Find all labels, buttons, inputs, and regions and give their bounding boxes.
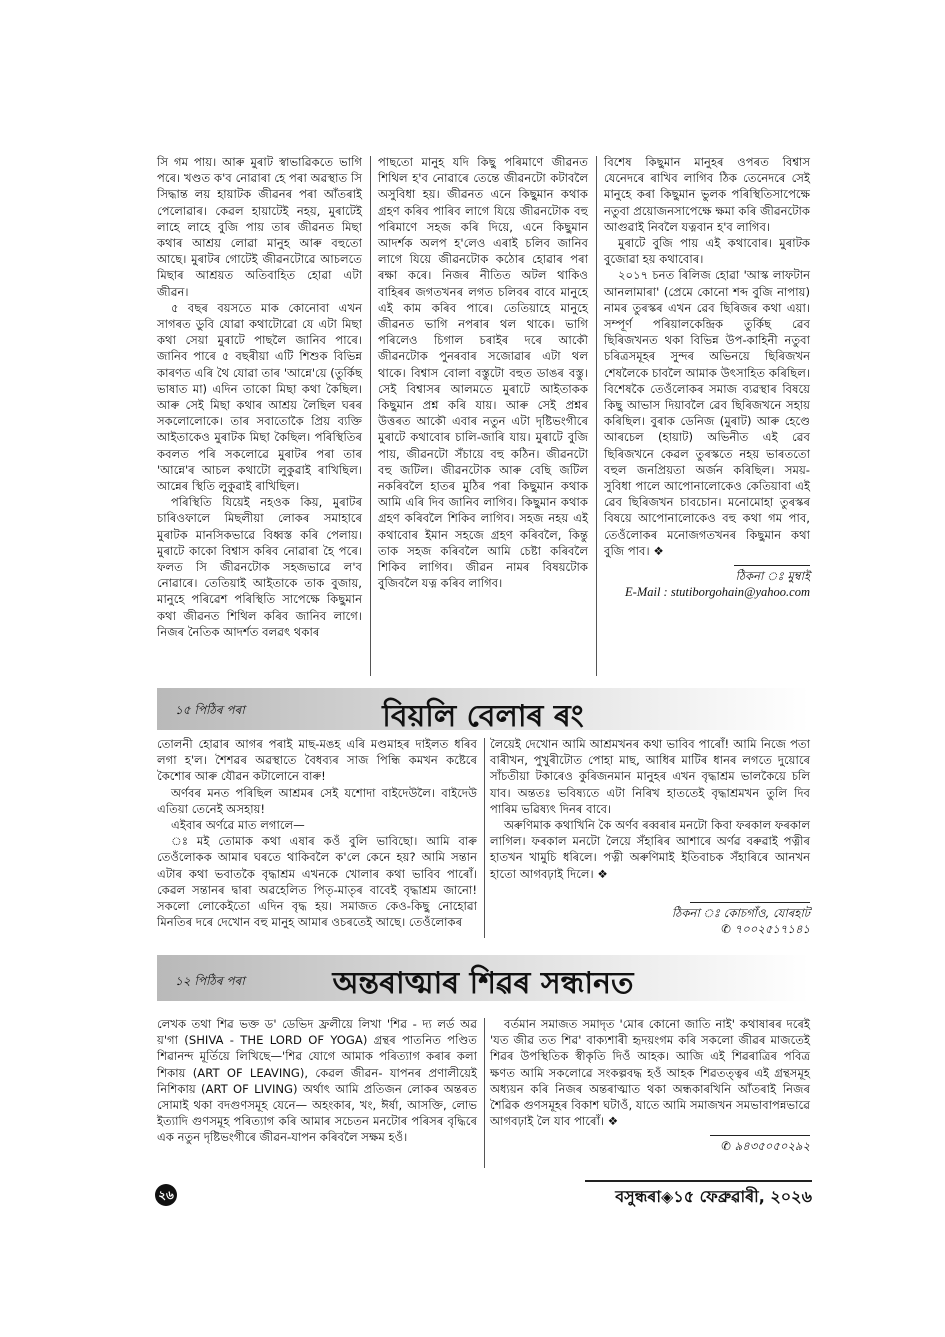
article1-column-1 (157, 154, 362, 640)
paragraph: পৰিস্থিতি যিয়েই নহওক কিয়, মুৰাটৰ চাৰিওফালে মিছলীয়া লোকৰ সমাহাৰে মুৰাটক মানসিকভাৱে বিধ্বস্ত কৰি পেলায়। মুৰাটে কাকো বিশ্বাস কৰিব নোৱাৰা হৈ পৰে। ফলত সি জীৱনটোক সহজভাৱে ল'ব নোৱাৰে। তেতিয়াই আইতাকে তাক বুজায়, মানুহে পৰিৱেশ পৰিস্থিতি সাপেক্ষে কিছুমান কথা জীৱনত শিথিল কৰিব জানিব লাগে। নিজৰ নৈতিক আদৰ্শত বলৱৎ থকাৰ (157, 495, 362, 639)
paragraph: পাছতো মানুহ যদি কিছু পৰিমাণে জীৱনত শিথিল হ'ব নোৱাৰে তেন্তে জীৱনটো কটাবলৈ অসুবিধা হয়। জীৱনত এনে কিছুমান কথাক গ্ৰহণ কৰিব পাৰিব লাগে যিয়ে জীৱনটোক বহু পৰিমাণে সহজ কৰি দিয়ে, এনে কিছুমান আদৰ্শক অলপ হ'লেও এৰাই চলিব জানিব লাগে যিয়ে জীৱনটোক কঠোৰ হোৱাৰ পৰা ৰক্ষা কৰে। নিজৰ নীতিত অটল থাকিও বাহিৰৰ জগতখনৰ লগত চলিবৰ বাবে মানুহে এই কাম কৰিব পাৰে। তেতিয়াহে মানুহে জীৱনত ভাগি নপৰাৰ থল থাকে। ভাগি পৰিলেও চিগাল চৰাইৰ দৰে আকৌ জীৱনটোক পুনৰবাৰ সজোৱাৰ এটা থল থাকে। বিশ্বাস বোলা বস্তুটো বহুত ডাঙৰ বস্তু। সেই বিশ্বাসৰ আলমতে মুৰাটে আইতাকক কিছুমান প্ৰশ্ন কৰি যায়। আৰু সেই প্ৰশ্নৰ উত্তৰত আকৌ এবাৰ নতুন এটা দৃষ্টিভংগীৰে মুৰাটে কথাবোৰ চালি-জাৰি যায়। মুৰাটে বুজি পায়, জীৱনটো সঁচায়ে বহু কঠিন। জীৱনটো বহু জটিল। জীৱনটোক আৰু বেছি জটিল নকৰিবলৈ হাতৰ মুঠিৰ পৰা কিছুমান কথাক আমি এৰি দিব জানিব লাগিব। কিছুমান কথাক গ্ৰহণ কৰিবলৈ শিকিব লাগিব। সহজ নহয় এই কথাবোৰ ইমান সহজে গ্ৰহণ কৰিবলৈ, কিন্তু তাক সহজ কৰিবলৈ আমি চেষ্টা কৰিবলৈ শিকিব লাগিব। জীৱন নামৰ বিষয়টোক বুজিবলৈ যত্ন কৰিব লাগিব। (378, 155, 588, 591)
paragraph: লৈয়েই দেখোন আমি আশ্ৰমখনৰ কথা ভাবিব পাৰোঁ! আমি নিজে পতা বাৰীখন, পুখুৰীটোত পোহা মাছ, আধিৰ মাটিৰ ধানৰ লগতে দুয়োৰে সাঁচতীয়া টকাৰেও কুৰিজনমান মানুহৰ এখন বৃদ্ধাশ্ৰম ভালকৈয়ে চলি যাব। অন্ততঃ ভবিষ্যতে এটা নিৰিখ হাততেই বৃদ্ধাশ্ৰমখন তুলি দিব পাৰিম ভৱিষ্যৎ দিনৰ বাবে। (490, 737, 810, 816)
paragraph: ঃ মই তোমাক কথা এষাৰ কওঁ বুলি ভাবিছো। আমি বাৰু তেওঁলোকক আমাৰ ঘৰতে থাকিবলৈ ক'লে কেনে হয়? আমি সন্তান এটাৰ কথা ভবাতকৈ বৃদ্ধাশ্ৰম এখনকে খোলাৰ কথা ভাবিব পাৰোঁ। কেৱল সন্তানৰ দ্বাৰা অৱহেলিত পিতৃ-মাতৃৰ বাবেই বৃদ্ধাশ্ৰম জানো! সকলো লোকেইতো এদিন বৃদ্ধ হয়। সমাজত কেও-কিছু নোহোৱা মিনতিৰ দৰে দেখোন বহু মানুহ আমাৰ ওচৰতেই আছে। তেওঁলোকৰ (157, 834, 477, 930)
signature-rule (710, 1135, 810, 1136)
footer-masthead (580, 1184, 812, 1211)
article2-column-1 (157, 736, 477, 930)
continued-from-label: ১২ পিঠিৰ পৰা (175, 974, 245, 988)
article3-column-1 (157, 1016, 477, 1146)
paragraph: তোলনী হোৱাৰ আগৰ পৰাই মাছ-মঙহ এৰি মণ্ডমাহৰ দাইলত ধৰিব লগা হ'ল। শৈশৱৰ অৱস্থাতে বৈধব্যৰ সাজ পিন্ধি কমখন কষ্টেৰে কৈশোৰ আৰু যৌৱন কটালোনে বাৰু! (157, 737, 477, 784)
article2-column-2 (490, 736, 810, 937)
signature-rule (734, 565, 810, 566)
author-phone: ✆ ৭০০২৫১৭১৪১ (721, 922, 810, 937)
paragraph: লেখক তথা শিৱ ভক্ত ড' ডেভিদ ফ্ৰলীয়ে লিখা 'শিৱ - দ্য লৰ্ড অৱ য়'গা (SHIVA - THE LORD OF YOGA) গ্ৰন্থৰ পাতনিত পণ্ডিত শিৱানন্দ মূৰ্তিয়ে লিখিছে—'শিৱ যোগে আমাক পৰিত্যাগ কৰাৰ কলা শিকায় (ART OF LEAVING), কেৱল জীৱন- যাপনৰ প্ৰণালীয়েই নিশিকায় (ART OF LIVING) অৰ্থাৎ আমি প্ৰতিজন লোকৰ অন্তৰত সোমাই থকা বদগুণসমূহ যেনে— অহংকাৰ, খং, ঈৰ্ষা, আসক্তি, লোভ ইত্যাদি গুণসমূহ পৰিত্যাগ কৰি আমাৰ সচেতন মনটোৰ পৰিসৰ বৃদ্ধিৰে এক নতুন দৃষ্টিভংগীৰে জীৱন-যাপন কৰিবলৈ সক্ষম হওঁ। (157, 1017, 477, 1145)
issue-date: ১৫ ফেব্ৰুৱাৰী, ২০২৬ (673, 1187, 812, 1206)
article3-title: অন্তৰাত্মাৰ শিৱৰ সন্ধানত (332, 966, 634, 1001)
author-address: ঠিকনা ঃ মুম্বাই (735, 569, 810, 584)
continued-from-label: ১৫ পিঠিৰ পৰা (175, 703, 245, 717)
column-divider (484, 1018, 485, 1168)
page-number: ২৬ (155, 1184, 177, 1206)
article3-title-banner (157, 955, 809, 1001)
article1-column-3 (604, 154, 810, 600)
separator-ornament: ◈ (661, 1187, 674, 1206)
article1-column-2 (378, 154, 588, 591)
column-divider (596, 156, 597, 676)
signature-rule (690, 902, 810, 903)
paragraph: ৫ বছৰ বয়সতে মাক কোনোবা এখন সাগৰত ডুবি যোৱা কথাটোৱো যে এটা মিছা কথা সেয়া মুৰাটে পাছলৈ জানিব পাৰে। জানিব পাৰে ৫ বছৰীয়া এটি শিশুক বিভিন্ন কাৰণত এৰি থৈ যোৱা তাৰ 'আন্নে'য়ে (তুৰ্কিছ ভাষাত মা) এদিন তাকো মিছা কথা কৈছিল। আৰু সেই মিছা কথাৰ আশ্ৰয় লৈছিল ঘৰৰ সকলোলোকে। তাৰ সবাতোকৈ প্ৰিয় ব্যক্তি আইতাকেও মুৰাটক মিছা কৈছিল। পৰিস্থিতিৰ কবলত পৰি সকলোৱে মুৰাটৰ পৰা তাৰ 'আন্নে'ৰ আচল কথাটো লুকুৱাই ৰাখিছিল। আন্নেৰ স্থিতি লুকুৱাই ৰাখিছিল। (157, 300, 362, 494)
paragraph: বিশেষ কিছুমান মানুহৰ ওপৰত বিশ্বাস যেনেদৰে ৰাখিব লাগিব ঠিক তেনেদৰে সেই মানুহে কৰা কিছুমান ভুলক পৰিস্থিতিসাপেক্ষে নতুবা প্ৰয়োজনসাপেক্ষে ক্ষমা কৰি জীৱনটোক আগুৱাই নিবলৈ যত্নবান হ'ব লাগিব। (604, 155, 810, 234)
paragraph: অৰুণিমাক কথাখিনি কৈ অৰ্ণব ৰব্বৰাৰ মনটো কিবা ফৰকাল ফৰকাল লাগিল। ফৰকাল মনটো লৈয়ে সঁহাৰিৰ আশাৰে অৰ্ণৱ বৰুৱাই পত্নীৰ হাতখন খামুচি ধৰিলে। পত্নী অৰুণিমাই ইতিবাচক সঁহাৰিৰে আনখন হাতো আগবঢ়াই দিলে। ❖ (490, 818, 810, 881)
column-divider (484, 738, 485, 938)
author-email: E-Mail : stutiborgohain@yahoo.com (625, 585, 810, 600)
article2-title: বিয়লি বেলাৰ ৰং (382, 699, 584, 734)
footer-rule (585, 1180, 812, 1182)
paragraph: মুৰাটে বুজি পায় এই কথাবোৰ। মুৰাটক বুজোৱা হয় কথাবোৰ। (604, 236, 810, 267)
author-address: ঠিকনা ঃ কোচগাঁও, যোৰহাট (671, 905, 810, 920)
column-divider (370, 156, 371, 676)
author-phone: ✆ ৯৪৩৫০৫০২৯২ (721, 1139, 810, 1154)
publication-name: বসুন্ধৰা (615, 1187, 662, 1206)
paragraph: অৰ্ণবৰ মনত পৰিছিল আশ্ৰমৰ সেই যশোদা বাইদেউলৈ। বাইদেউ এতিয়া তেনেই অসহায়! (157, 785, 477, 816)
article2-title-banner (157, 688, 809, 734)
paragraph: এইবাৰ অৰ্ণৱে মাত লগালে— (171, 818, 305, 833)
paragraph: বৰ্তমান সমাজত সমাদৃত 'মোৰ কোনো জাতি নাই' কথাষাৰৰ দৰেই 'যত জীৱ তত শিৱ' বাক্যশাৰী হৃদয়ংগম কৰি সকলো জীৱৰ মাজতেই শিৱৰ উপস্থিতিক স্বীকৃতি দিওঁ আহক। আজি এই শিৱৰাত্ৰিৰ পবিত্ৰ ক্ষণত আমি সকলোৱে সংকল্পবদ্ধ হওঁ আহক শিৱতত্ত্বৰ এই গ্ৰন্থসমূহ অধ্যয়ন কৰি নিজৰ অন্তৰাত্মাত থকা অন্ধকাৰখিনি আঁতৰাই নিজৰ শৈৱিক গুণসমূহৰ বিকাশ ঘটাওঁ, যাতে আমি সমাজখন সমভাবাপন্নভাৱে আগবঢ়াই লৈ যাব পাৰোঁ। ❖ (490, 1017, 810, 1129)
paragraph: ২০১৭ চনত ৰিলিজ হোৱা 'আস্ক লাফটান আনলামাৰা' (প্ৰেমে কোনো শব্দ বুজি নাপায়) নামৰ তুৰস্কৰ এখন ৱেব ছিৰিজৰ কথা এয়া। সম্পূৰ্ণ পৰিয়ালকেন্দ্ৰিক তুৰ্কিছ ৱেব ছিৰিজখনত থকা বিভিন্ন উপ-কাহিনী নতুবা চৰিত্ৰসমূহৰ সুন্দৰ অভিনয়ে ছিৰিজখন শেষলৈকে চাবলৈ আমাক উৎসাহিত কৰিছিল। বিশেষকৈ তেওঁলোকৰ সমাজ ব্যৱস্থাৰ বিষয়ে কিছু আভাস দিয়াবলৈ ৱেব ছিৰিজখনে সহায় কৰিছিল। বুৰাক ডেনিজ (মুৰাট) আৰু হেণ্ডে আৰচেল (হায়াট) অভিনীত এই ৱেব ছিৰিজখনে কেৱল তুৰস্কতে নহয় ভাৰততো বহুল জনপ্ৰিয়তা অৰ্জন কৰিছিল। সময়-সুবিধা পালে আপোনালোকেও কেতিয়াবা এই ৱেব ছিৰিজখন চাবচোন। মনোমোহা তুৰস্কৰ বিষয়ে আপোনালোকেও বহু কথা গম পাব, তেওঁলোকৰ মনোজগতখনৰ কিছুমান কথা বুজি পাব। ❖ (604, 268, 810, 558)
paragraph: সি গম পায়। আৰু মুৰাট স্বাভাৱিকতে ভাগি পৰে। খণ্ডত ক'ব নোৱাৰা হে পৰা অৱস্থাত সি সিদ্ধান্ত লয় হায়াটক জীৱনৰ পৰা আঁতৰাই পেলোৱাৰ। কেৱল হায়াটেই নহয়, মুৰাটেই লাহে লাহে বুজি পায় তাৰ জীৱনত মিছা কথাৰ আশ্ৰয় লোৱা মানুহ আৰু বহুতো আছে। মুৰাটৰ গোটেই জীৱনটোৱে আচলতে মিছাৰ আশ্ৰয়ত অতিবাহিত হোৱা এটা জীৱন। (157, 155, 362, 299)
article3-column-2 (490, 1016, 810, 1155)
